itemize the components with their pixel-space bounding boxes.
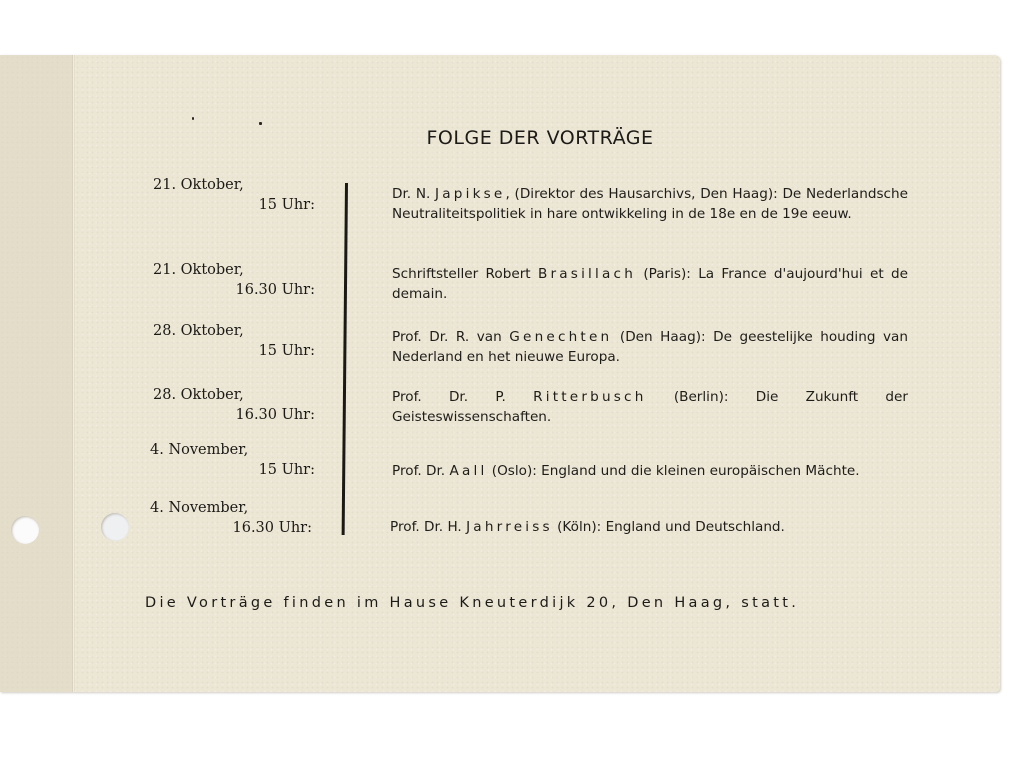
lecture-topic: , (Direktor des Hausarchivs, Den Haag): De Nederlandsche Neutraliteitspolitiek in hare ontwikkeling in de 18e en de 19e eeuw.	[392, 186, 908, 222]
entry-day: 4. November,	[150, 442, 249, 458]
entry-day: 4. November,	[150, 500, 249, 516]
entry-date-3	[153, 321, 315, 361]
entry-day: 21. Oktober,	[153, 262, 244, 278]
entry-time: 15 Uhr:	[258, 197, 315, 213]
entry-date-1	[153, 175, 315, 215]
entry-description-5	[392, 462, 922, 482]
lecture-topic: (Köln): England und Deutschland.	[552, 519, 785, 535]
speaker-prefix: Prof. Dr. R. van	[392, 329, 510, 345]
speaker-name: Aall	[449, 463, 488, 479]
speaker-prefix: Prof. Dr.	[392, 463, 450, 479]
entry-day: 28. Oktober,	[153, 387, 244, 403]
entry-description-2	[392, 265, 908, 304]
lecture-topic: (Paris): La France d'aujourd'hui et de demain.	[392, 266, 908, 302]
speaker-prefix: Schriftsteller Robert	[392, 266, 538, 282]
speaker-name: Japikse	[435, 186, 506, 202]
entry-time: 16.30 Uhr:	[235, 282, 315, 298]
speaker-prefix: Dr. N.	[392, 186, 436, 202]
lecture-topic: (Den Haag): De geestelijke houding van Nederland en het nieuwe Europa.	[392, 329, 908, 365]
lecture-topic: (Oslo): England und die kleinen europäischen Mächte.	[487, 463, 860, 479]
entry-date-5	[150, 440, 315, 480]
entry-day: 28. Oktober,	[153, 323, 244, 339]
speaker-name: Ritterbusch	[533, 389, 647, 405]
program-card	[0, 55, 1000, 692]
entry-time: 15 Uhr:	[258, 343, 315, 359]
entry-time: 15 Uhr:	[258, 462, 315, 478]
entry-time: 16.30 Uhr:	[232, 520, 312, 536]
speaker-prefix: Prof. Dr. P.	[392, 389, 534, 405]
speaker-name: Brasillach	[537, 266, 637, 282]
entry-description-3	[392, 328, 908, 367]
entry-date-6	[150, 498, 312, 538]
entry-date-4	[153, 385, 315, 425]
lecture-topic: (Berlin): Die Zukunft der Geisteswissenschaften.	[392, 389, 908, 425]
document-title: FOLGE DER VORTRÄGE	[426, 127, 654, 149]
entry-date-2	[153, 260, 315, 300]
entry-time: 16.30 Uhr:	[235, 407, 315, 423]
entry-day: 21. Oktober,	[153, 177, 244, 193]
column-divider	[342, 183, 348, 535]
venue-note: Die Vorträge finden im Hause Kneuterdijk 20, Den Haag, statt.	[145, 595, 800, 611]
speaker-name: Jahrreiss	[466, 519, 553, 535]
entry-description-1	[392, 185, 908, 224]
entry-description-6	[390, 518, 906, 538]
speaker-name: Genechten	[509, 329, 613, 345]
entry-description-4	[392, 388, 908, 427]
speaker-prefix: Prof. Dr. H.	[390, 519, 467, 535]
